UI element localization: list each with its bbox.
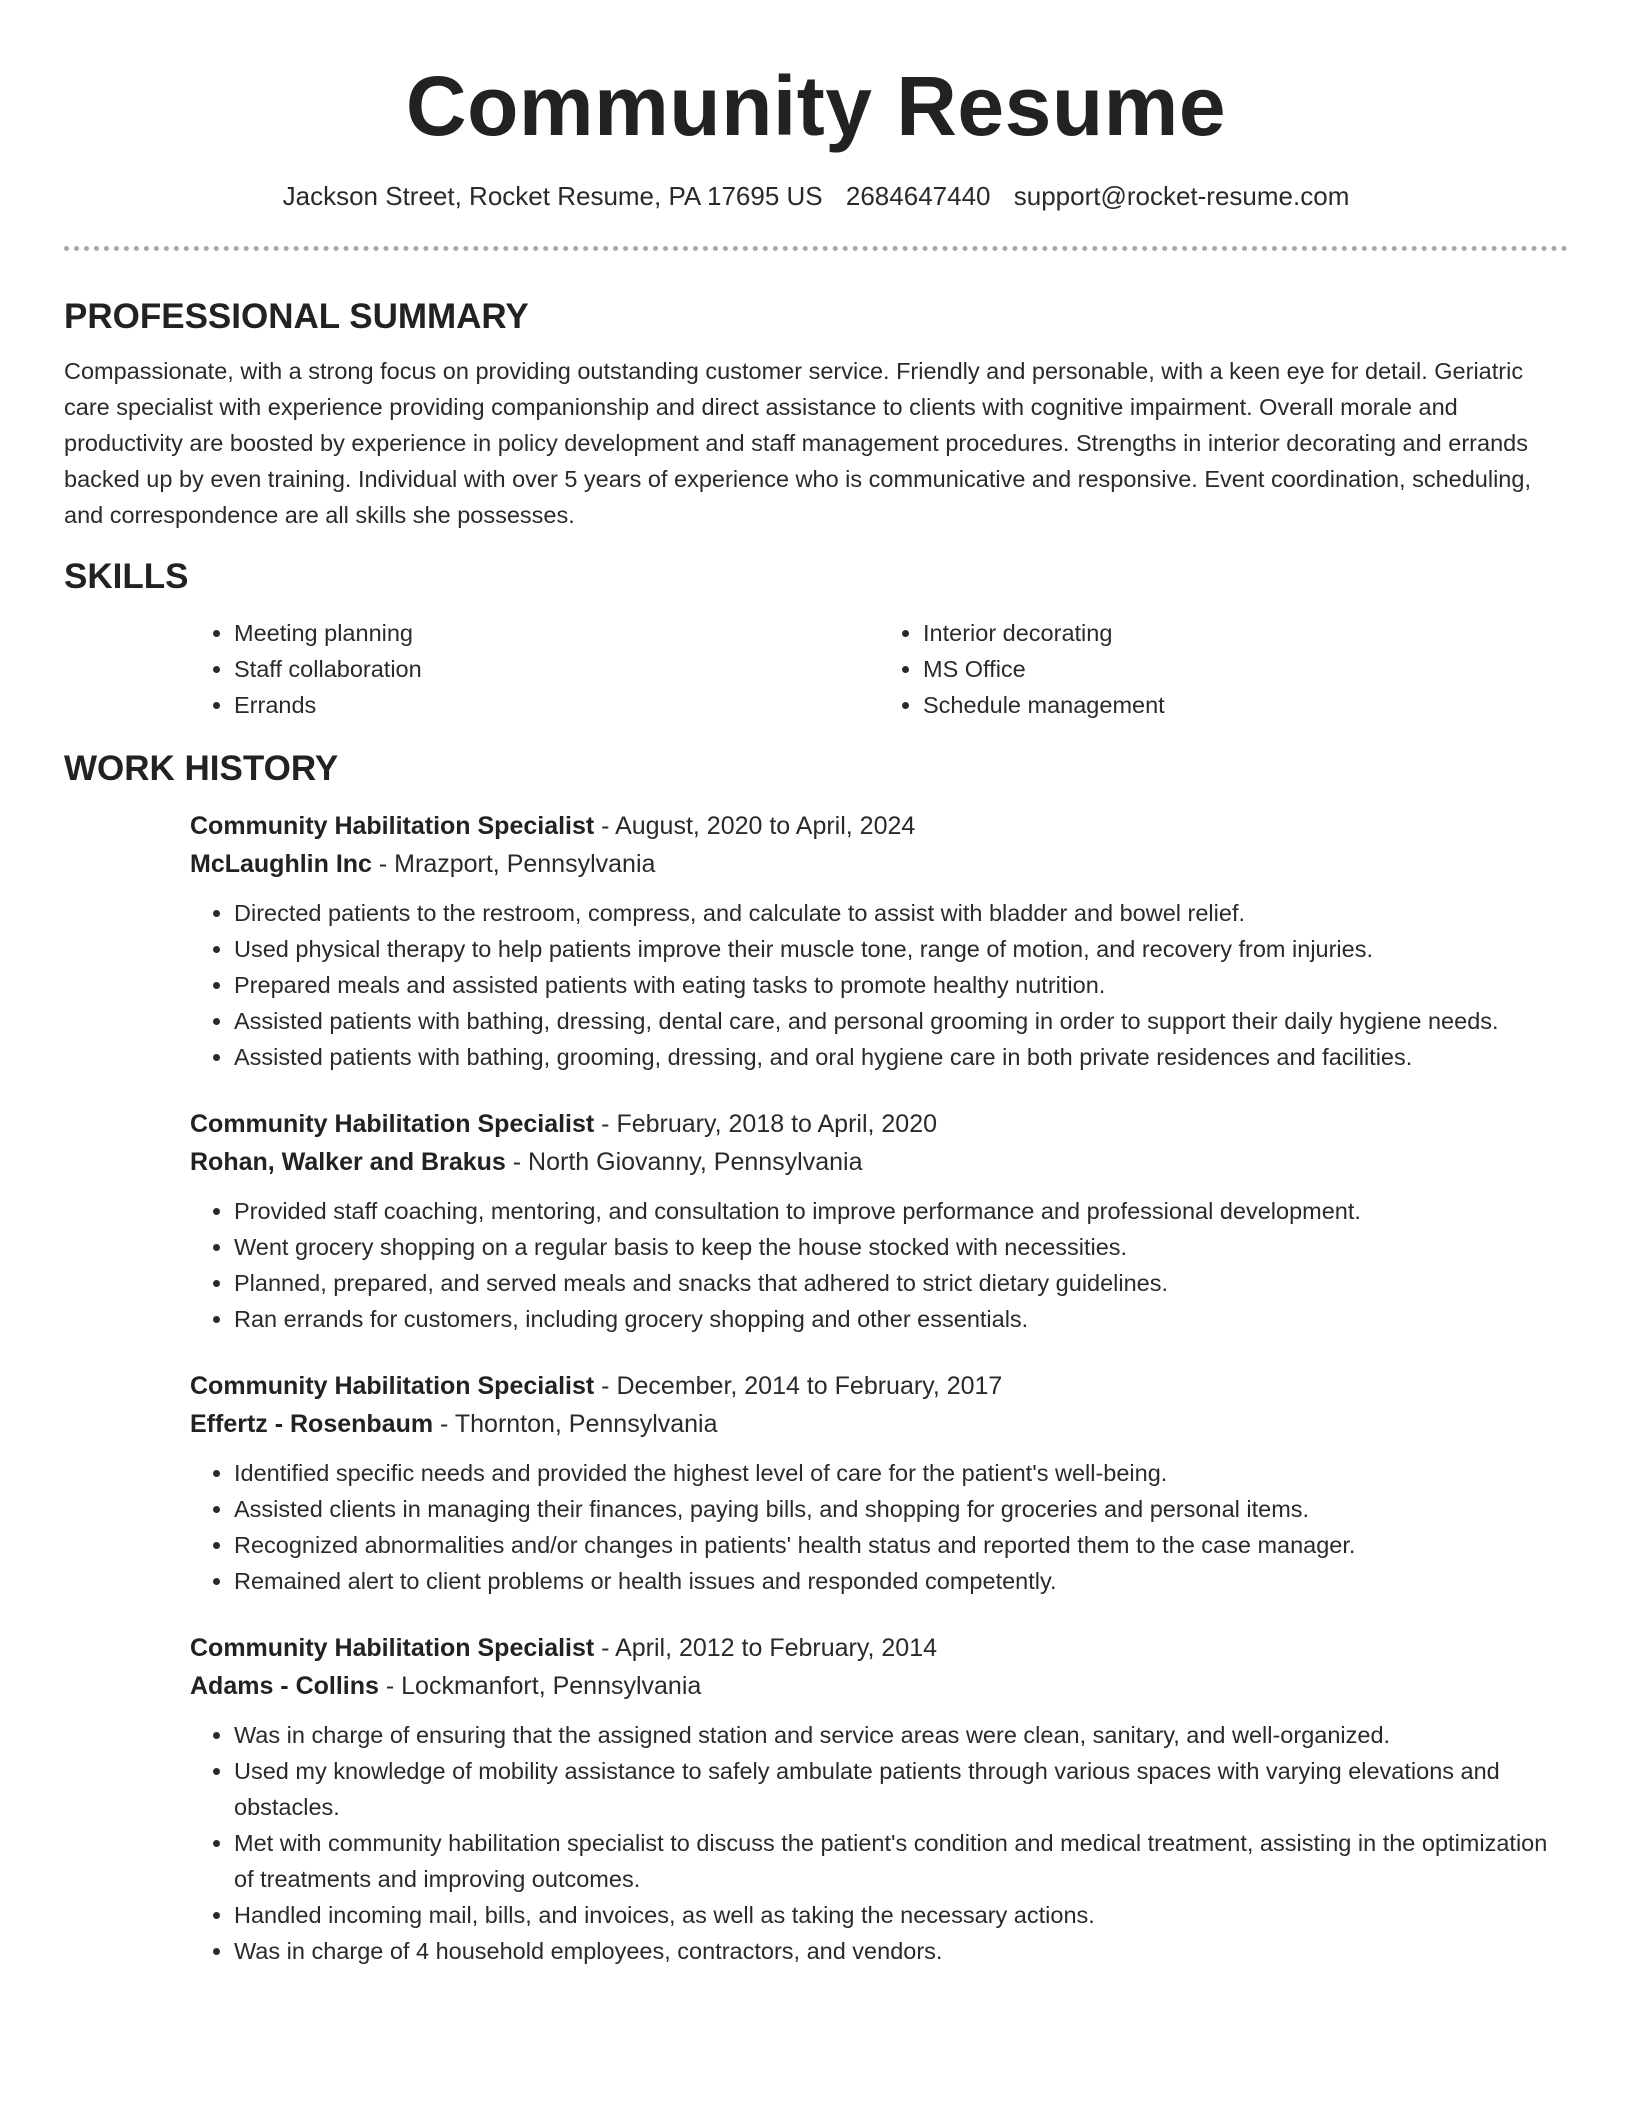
contact-email: support@rocket-resume.com — [1013, 181, 1350, 211]
skills-left-column — [190, 615, 879, 723]
job-duties — [190, 1193, 1568, 1337]
job-company: McLaughlin Inc — [190, 850, 372, 878]
job-company-line — [190, 845, 1568, 883]
job-location: - Thornton, Pennsylvania — [433, 1410, 718, 1438]
job-title-line — [190, 1629, 1568, 1667]
job-location: - Mrazport, Pennsylvania — [371, 850, 656, 878]
duty-item: • Assisted patients with bathing, grooming, dressing, and oral hygiene care in both private residences and facilities. — [234, 1039, 1568, 1075]
job-title-line — [190, 1367, 1568, 1405]
duty-item: • Planned, prepared, and served meals and snacks that adhered to strict dietary guidelines. — [234, 1265, 1568, 1301]
header-divider — [64, 246, 1568, 251]
job-duties — [190, 1717, 1568, 1969]
skill-item: • MS Office — [923, 651, 1568, 687]
job-role: Community Habilitation Specialist — [190, 1372, 595, 1400]
job-dates: - December, 2014 to February, 2017 — [594, 1372, 1003, 1400]
skill-item: • Errands — [234, 687, 879, 723]
job-duties — [190, 1455, 1568, 1599]
duty-item: • Handled incoming mail, bills, and invoices, as well as taking the necessary actions. — [234, 1897, 1568, 1933]
job-company-line — [190, 1405, 1568, 1443]
job-entry — [190, 1367, 1568, 1599]
job-dates: - April, 2012 to February, 2014 — [594, 1634, 938, 1662]
summary-text: Compassionate, with a strong focus on providing outstanding customer service. Friendly and personable, with a keen eye for detail. Geriatric care specialist with experience providing companionship and direct assistance to clients with cognitive impairment. Overall morale and productivity are boosted by experience in policy development and staff management procedures. Strengths in interior decorating and errands backed up by even training. Individual with over 5 years of experience who is communicative and responsive. Event coordination, scheduling, and correspondence are all skills she possesses. — [64, 358, 1531, 528]
duty-item: • Was in charge of 4 household employees, contractors, and vendors. — [234, 1933, 1568, 1969]
job-entry — [190, 1629, 1568, 1969]
duty-item: • Was in charge of ensuring that the assigned station and service areas were clean, sanitary, and well-organized. — [234, 1717, 1568, 1753]
duty-item: • Assisted patients with bathing, dressing, dental care, and personal grooming in order to support their daily hygiene needs. — [234, 1003, 1568, 1039]
duty-item: • Assisted clients in managing their finances, paying bills, and shopping for groceries and personal items. — [234, 1491, 1568, 1527]
job-title-line — [190, 807, 1568, 845]
skills-list — [190, 615, 1568, 723]
duty-item: • Went grocery shopping on a regular basis to keep the house stocked with necessities. — [234, 1229, 1568, 1265]
duty-item: • Recognized abnormalities and/or changes in patients' health status and reported them to the case manager. — [234, 1527, 1568, 1563]
duty-item: • Used physical therapy to help patients improve their muscle tone, range of motion, and recovery from injuries. — [234, 931, 1568, 967]
job-company: Effertz - Rosenbaum — [190, 1410, 434, 1438]
job-company-line — [190, 1667, 1568, 1705]
skills-right-column — [879, 615, 1568, 723]
job-company-line — [190, 1143, 1568, 1181]
job-duties — [190, 895, 1568, 1075]
job-title-line — [190, 1105, 1568, 1143]
work-history-heading: WORK HISTORY — [64, 749, 339, 788]
duty-item: • Used my knowledge of mobility assistance to safely ambulate patients through various spaces with varying elevations and obstacles. — [234, 1753, 1568, 1825]
resume-name: Community Resume — [405, 59, 1227, 153]
job-entry — [190, 807, 1568, 1075]
job-location: - North Giovanny, Pennsylvania — [505, 1148, 863, 1176]
job-company: Rohan, Walker and Brakus — [190, 1148, 506, 1176]
skill-item: • Meeting planning — [234, 615, 879, 651]
job-role: Community Habilitation Specialist — [190, 1110, 595, 1138]
duty-item: • Ran errands for customers, including grocery shopping and other essentials. — [234, 1301, 1568, 1337]
skill-item: • Staff collaboration — [234, 651, 879, 687]
resume-page — [64, 0, 1568, 1969]
job-dates: - August, 2020 to April, 2024 — [594, 812, 916, 840]
job-location: - Lockmanfort, Pennsylvania — [378, 1672, 702, 1700]
duty-item: • Identified specific needs and provided the highest level of care for the patient's well-being. — [234, 1455, 1568, 1491]
contact-address: Jackson Street, Rocket Resume, PA 17695 US — [282, 181, 823, 211]
duty-item: • Prepared meals and assisted patients with eating tasks to promote healthy nutrition. — [234, 967, 1568, 1003]
contact-phone: 2684647440 — [845, 181, 991, 211]
job-role: Community Habilitation Specialist — [190, 1634, 595, 1662]
duty-item: • Provided staff coaching, mentoring, and consultation to improve performance and professional development. — [234, 1193, 1568, 1229]
skills-heading: SKILLS — [64, 557, 189, 596]
duty-item: • Remained alert to client problems or health issues and responded competently. — [234, 1563, 1568, 1599]
summary-heading: PROFESSIONAL SUMMARY — [64, 297, 529, 336]
job-entry — [190, 1105, 1568, 1337]
skill-item: • Schedule management — [923, 687, 1568, 723]
contact-line — [64, 178, 1568, 214]
duty-item: • Met with community habilitation specialist to discuss the patient's condition and medical treatment, assisting in the optimization of treatments and improving outcomes. — [234, 1825, 1568, 1897]
job-dates: - February, 2018 to April, 2020 — [594, 1110, 938, 1138]
job-role: Community Habilitation Specialist — [190, 812, 595, 840]
skill-item: • Interior decorating — [923, 615, 1568, 651]
duty-item: • Directed patients to the restroom, compress, and calculate to assist with bladder and bowel relief. — [234, 895, 1568, 931]
job-company: Adams - Collins — [190, 1672, 379, 1700]
